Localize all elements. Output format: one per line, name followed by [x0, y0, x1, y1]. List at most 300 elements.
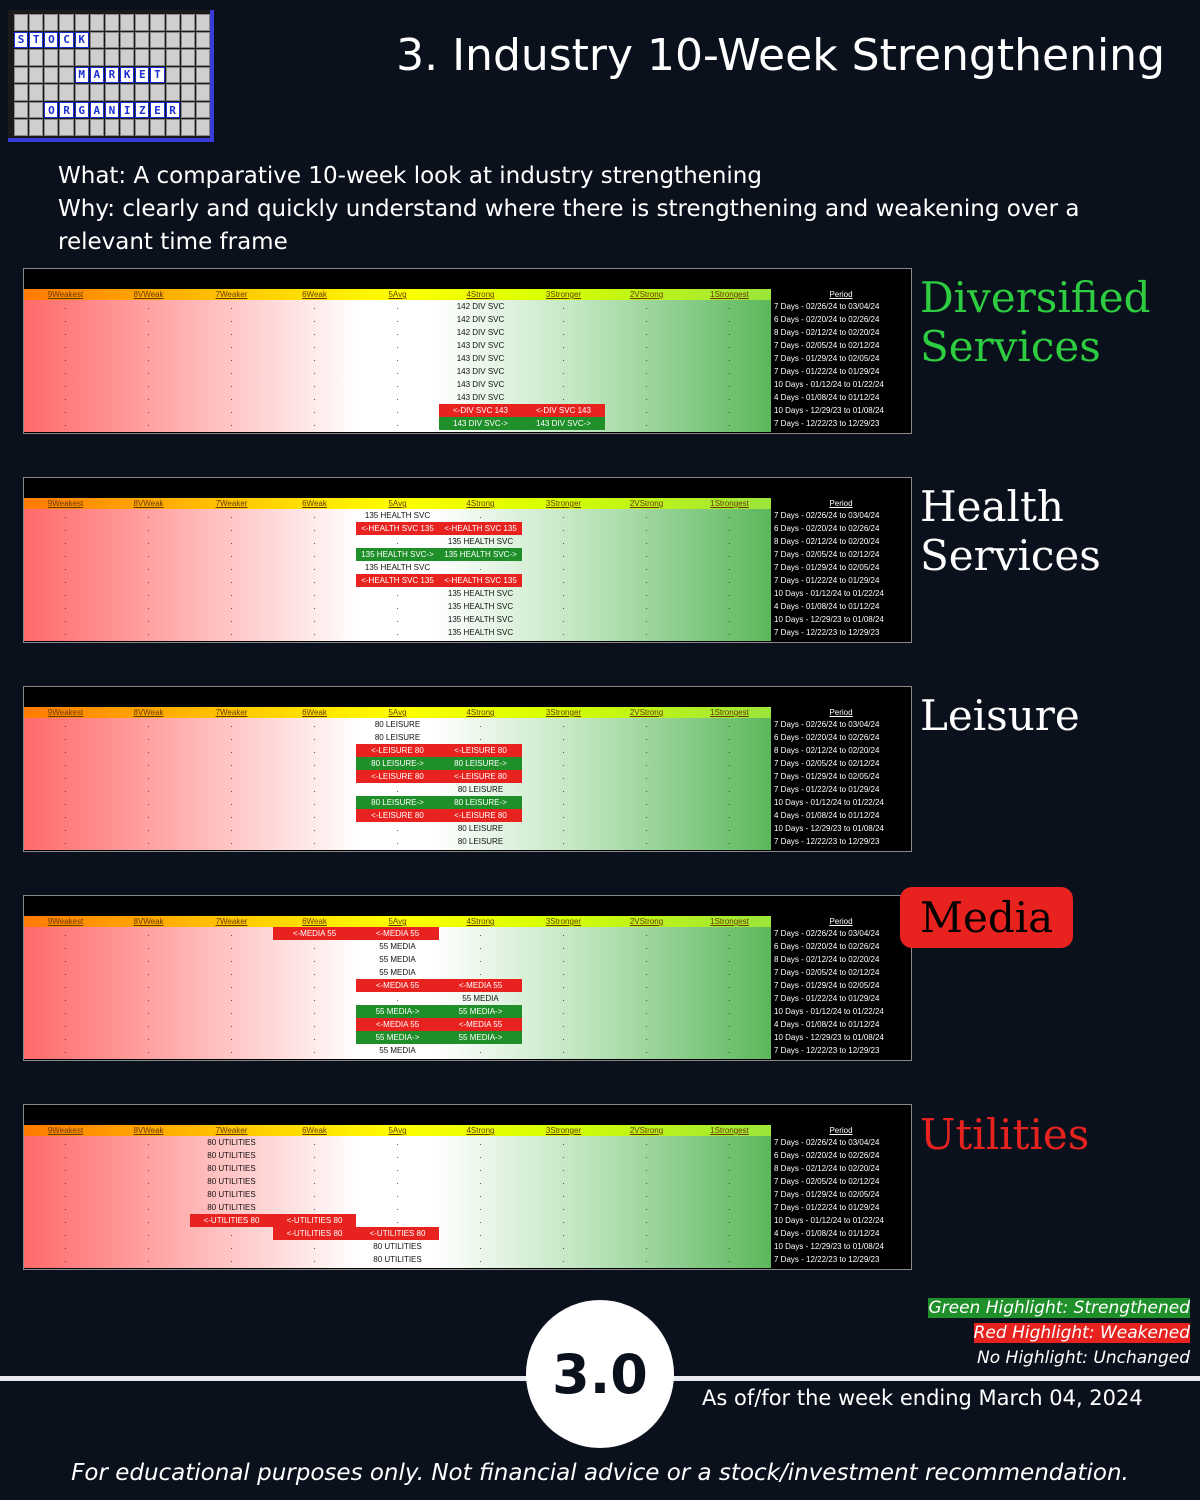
- empty-cell: .: [64, 615, 67, 624]
- empty-cell: .: [562, 602, 565, 611]
- empty-cell: .: [562, 524, 565, 533]
- empty-cell: .: [728, 811, 731, 820]
- empty-cell: .: [479, 1164, 482, 1173]
- industry-cell: <-MEDIA 55: [356, 927, 439, 940]
- empty-cell: .: [313, 406, 316, 415]
- grid-row: [24, 1136, 771, 1149]
- empty-cell: .: [313, 1242, 316, 1251]
- empty-cell: .: [64, 824, 67, 833]
- empty-cell: .: [728, 1033, 731, 1042]
- grid-row: [24, 966, 771, 979]
- empty-cell: .: [645, 746, 648, 755]
- empty-cell: .: [728, 798, 731, 807]
- empty-cell: .: [64, 1216, 67, 1225]
- grid-row: [24, 300, 771, 313]
- empty-cell: .: [147, 1164, 150, 1173]
- grid-row: [24, 927, 771, 940]
- empty-cell: .: [396, 328, 399, 337]
- empty-cell: .: [562, 393, 565, 402]
- empty-cell: .: [147, 1203, 150, 1212]
- empty-cell: .: [313, 1190, 316, 1199]
- logo-cell: [166, 49, 180, 66]
- empty-cell: .: [64, 511, 67, 520]
- grid-row: [24, 1175, 771, 1188]
- column-header: 5Avg: [388, 290, 407, 299]
- intro: [58, 160, 1158, 259]
- empty-cell: .: [479, 1151, 482, 1160]
- empty-cell: .: [230, 1255, 233, 1264]
- empty-cell: .: [728, 550, 731, 559]
- empty-cell: .: [313, 628, 316, 637]
- empty-cell: .: [313, 720, 316, 729]
- empty-cell: .: [64, 1242, 67, 1251]
- empty-cell: .: [645, 302, 648, 311]
- logo-cell: [105, 49, 119, 66]
- logo-cell: [75, 49, 89, 66]
- empty-cell: .: [64, 1007, 67, 1016]
- logo-cell: [135, 49, 149, 66]
- period-label: 7 Days - 02/26/24 to 03/04/24: [774, 1138, 880, 1147]
- empty-cell: .: [562, 837, 565, 846]
- empty-cell: .: [728, 1242, 731, 1251]
- column-header: 6Weak: [302, 290, 327, 299]
- logo-cell: [44, 67, 58, 84]
- empty-cell: .: [645, 1046, 648, 1055]
- empty-cell: .: [562, 1046, 565, 1055]
- logo-cell: [105, 32, 119, 49]
- empty-cell: .: [728, 380, 731, 389]
- empty-cell: .: [313, 837, 316, 846]
- empty-cell: .: [64, 589, 67, 598]
- empty-cell: .: [645, 1216, 648, 1225]
- logo-cell: [181, 14, 195, 31]
- empty-cell: .: [147, 733, 150, 742]
- empty-cell: .: [313, 1203, 316, 1212]
- version-badge: 3.0: [526, 1300, 674, 1448]
- empty-cell: .: [230, 824, 233, 833]
- period-label: 7 Days - 02/05/24 to 02/12/24: [774, 968, 880, 977]
- empty-cell: .: [728, 302, 731, 311]
- empty-cell: .: [728, 576, 731, 585]
- logo-cell: [196, 32, 210, 49]
- empty-cell: .: [396, 615, 399, 624]
- empty-cell: .: [562, 759, 565, 768]
- empty-cell: .: [147, 419, 150, 428]
- column-header: 1Strongest: [710, 917, 749, 926]
- empty-cell: .: [230, 524, 233, 533]
- empty-cell: .: [230, 837, 233, 846]
- industry-cell: <-HEALTH SVC 135: [439, 574, 522, 587]
- industry-label: [920, 691, 1080, 740]
- empty-cell: .: [396, 1216, 399, 1225]
- industry-cell: <-LEISURE 80: [356, 744, 439, 757]
- empty-cell: .: [562, 328, 565, 337]
- empty-cell: .: [313, 746, 316, 755]
- logo-cell: [181, 67, 195, 84]
- empty-cell: .: [64, 942, 67, 951]
- empty-cell: .: [728, 341, 731, 350]
- period-label: 7 Days - 02/05/24 to 02/12/24: [774, 550, 880, 559]
- industry-cell: 55 MEDIA: [379, 942, 416, 951]
- industry-cell: <-UTILITIES 80: [190, 1214, 273, 1227]
- grid-row: [24, 522, 771, 535]
- empty-cell: .: [645, 1177, 648, 1186]
- logo-cell: [14, 67, 28, 84]
- empty-cell: .: [313, 733, 316, 742]
- logo-cell: [44, 119, 58, 136]
- empty-cell: .: [313, 367, 316, 376]
- empty-cell: .: [64, 563, 67, 572]
- column-header: 5Avg: [388, 917, 407, 926]
- period-label: 6 Days - 02/20/24 to 02/26/24: [774, 524, 880, 533]
- empty-cell: .: [147, 576, 150, 585]
- column-header: 3Stronger: [545, 917, 582, 926]
- empty-cell: .: [645, 341, 648, 350]
- empty-cell: .: [562, 929, 565, 938]
- industry-panel: [23, 895, 912, 1061]
- column-header: 7Weaker: [215, 708, 248, 717]
- industry-cell: 143 DIV SVC->: [522, 417, 605, 430]
- empty-cell: .: [64, 1229, 67, 1238]
- empty-cell: .: [313, 981, 316, 990]
- empty-cell: .: [313, 1177, 316, 1186]
- empty-cell: .: [562, 1151, 565, 1160]
- empty-cell: .: [230, 785, 233, 794]
- period-label: 4 Days - 01/08/24 to 01/12/24: [774, 811, 880, 820]
- logo-cell: [166, 67, 180, 84]
- period-label: 6 Days - 02/20/24 to 02/26/24: [774, 733, 880, 742]
- empty-cell: .: [64, 772, 67, 781]
- empty-cell: .: [64, 354, 67, 363]
- industry-cell: 135 HEALTH SVC: [364, 511, 431, 520]
- empty-cell: .: [479, 968, 482, 977]
- empty-cell: .: [230, 733, 233, 742]
- empty-cell: .: [230, 563, 233, 572]
- industry-cell: 135 HEALTH SVC: [447, 615, 514, 624]
- empty-cell: .: [645, 1151, 648, 1160]
- empty-cell: .: [396, 1164, 399, 1173]
- empty-cell: .: [728, 524, 731, 533]
- logo-cell: [196, 49, 210, 66]
- period-label: 8 Days - 02/12/24 to 02/20/24: [774, 1164, 880, 1173]
- legend-none-text: No Highlight: Unchanged: [977, 1348, 1190, 1368]
- empty-cell: .: [147, 746, 150, 755]
- empty-cell: .: [479, 1190, 482, 1199]
- empty-cell: .: [728, 511, 731, 520]
- empty-cell: .: [728, 746, 731, 755]
- period-label: 6 Days - 02/20/24 to 02/26/24: [774, 1151, 880, 1160]
- empty-cell: .: [313, 1255, 316, 1264]
- empty-cell: .: [562, 380, 565, 389]
- column-header: 1Strongest: [710, 1126, 749, 1135]
- empty-cell: .: [645, 511, 648, 520]
- empty-cell: .: [147, 1020, 150, 1029]
- empty-cell: .: [230, 406, 233, 415]
- empty-cell: .: [479, 1046, 482, 1055]
- industry-cell: 80 LEISURE: [374, 733, 421, 742]
- empty-cell: .: [147, 524, 150, 533]
- disclaimer: For educational purposes only. Not financial advice or a stock/investment recommendation.: [71, 1460, 1129, 1486]
- empty-cell: .: [562, 824, 565, 833]
- empty-cell: .: [230, 981, 233, 990]
- empty-cell: .: [728, 354, 731, 363]
- period-label: 10 Days - 12/29/23 to 01/08/24: [774, 1242, 884, 1251]
- empty-cell: .: [64, 602, 67, 611]
- empty-cell: .: [230, 955, 233, 964]
- period-label: 7 Days - 12/22/23 to 12/29/23: [774, 628, 880, 637]
- empty-cell: .: [645, 1020, 648, 1029]
- grid-row: [24, 1201, 771, 1214]
- column-header: 4Strong: [466, 708, 495, 717]
- period-label: 7 Days - 02/26/24 to 03/04/24: [774, 511, 880, 520]
- column-header: 9Weakest: [47, 1126, 84, 1135]
- empty-cell: .: [64, 419, 67, 428]
- grid-row: [24, 600, 771, 613]
- empty-cell: .: [728, 942, 731, 951]
- empty-cell: .: [396, 1203, 399, 1212]
- industry-cell: 135 HEALTH SVC: [447, 602, 514, 611]
- empty-cell: .: [645, 968, 648, 977]
- column-header: 6Weak: [302, 499, 327, 508]
- logo-cell: [150, 119, 164, 136]
- grid-row: [24, 1214, 771, 1227]
- grid-body: [24, 509, 771, 641]
- empty-cell: .: [645, 733, 648, 742]
- empty-cell: .: [562, 811, 565, 820]
- grid-row: [24, 339, 771, 352]
- industry-cell: 143 DIV SVC: [456, 367, 505, 376]
- empty-cell: .: [645, 798, 648, 807]
- empty-cell: .: [64, 955, 67, 964]
- empty-cell: .: [230, 511, 233, 520]
- industry-cell: 142 DIV SVC: [456, 315, 505, 324]
- grid-row: [24, 574, 771, 587]
- industry-cell: 143 DIV SVC->: [439, 417, 522, 430]
- logo-cell: [90, 49, 104, 66]
- empty-cell: .: [728, 602, 731, 611]
- grid-row: [24, 587, 771, 600]
- column-header-row: [24, 498, 771, 509]
- logo-cell: [196, 67, 210, 84]
- logo-cell: [29, 119, 43, 136]
- column-header: 1Strongest: [710, 708, 749, 717]
- period-label: 7 Days - 01/22/24 to 01/29/24: [774, 785, 880, 794]
- empty-cell: .: [645, 615, 648, 624]
- logo-cell: [59, 49, 73, 66]
- column-header: 2VStrong: [629, 290, 664, 299]
- empty-cell: .: [230, 354, 233, 363]
- grid-row: [24, 1253, 771, 1266]
- empty-cell: .: [230, 615, 233, 624]
- empty-cell: .: [230, 942, 233, 951]
- grid-row: [24, 326, 771, 339]
- empty-cell: .: [64, 315, 67, 324]
- empty-cell: .: [64, 929, 67, 938]
- empty-cell: .: [728, 1177, 731, 1186]
- empty-cell: .: [147, 615, 150, 624]
- empty-cell: .: [396, 380, 399, 389]
- empty-cell: .: [562, 302, 565, 311]
- empty-cell: .: [645, 759, 648, 768]
- grid-row: [24, 718, 771, 731]
- empty-cell: .: [147, 837, 150, 846]
- empty-cell: .: [147, 1007, 150, 1016]
- industry-cell: 142 DIV SVC: [456, 302, 505, 311]
- industry-cell: <-MEDIA 55: [439, 1018, 522, 1031]
- column-header: 3Stronger: [545, 499, 582, 508]
- column-header: 7Weaker: [215, 290, 248, 299]
- period-label: 6 Days - 02/20/24 to 02/26/24: [774, 942, 880, 951]
- logo-cell: [150, 49, 164, 66]
- empty-cell: .: [147, 328, 150, 337]
- empty-cell: .: [230, 772, 233, 781]
- empty-cell: .: [64, 785, 67, 794]
- empty-cell: .: [64, 576, 67, 585]
- empty-cell: .: [562, 511, 565, 520]
- grid-row: [24, 953, 771, 966]
- empty-cell: .: [645, 589, 648, 598]
- empty-cell: .: [230, 302, 233, 311]
- period-label: 10 Days - 01/12/24 to 01/22/24: [774, 1007, 884, 1016]
- empty-cell: .: [479, 733, 482, 742]
- logo-cell: [120, 32, 134, 49]
- empty-cell: .: [147, 1046, 150, 1055]
- empty-cell: .: [479, 955, 482, 964]
- column-header: 8VWeak: [133, 290, 164, 299]
- empty-cell: .: [64, 328, 67, 337]
- logo-letter: R: [59, 102, 73, 119]
- grid-row: [24, 783, 771, 796]
- column-header: 3Stronger: [545, 708, 582, 717]
- empty-cell: .: [396, 589, 399, 598]
- empty-cell: .: [645, 1007, 648, 1016]
- logo-cell: [135, 14, 149, 31]
- logo-letter: S: [14, 32, 28, 49]
- logo-letter: E: [150, 102, 164, 119]
- logo-cell: [120, 119, 134, 136]
- legend-red-text: Red Highlight: Weakened: [973, 1323, 1190, 1343]
- industry-cell: 135 HEALTH SVC: [447, 589, 514, 598]
- empty-cell: .: [313, 380, 316, 389]
- empty-cell: .: [728, 628, 731, 637]
- empty-cell: .: [728, 720, 731, 729]
- grid-row: [24, 509, 771, 522]
- empty-cell: .: [64, 1255, 67, 1264]
- intro-what: What: A comparative 10-week look at industry strengthening: [58, 163, 762, 189]
- column-header: 7Weaker: [215, 917, 248, 926]
- empty-cell: .: [396, 602, 399, 611]
- industry-label: [900, 887, 1073, 948]
- empty-cell: .: [64, 720, 67, 729]
- grid-row: [24, 561, 771, 574]
- empty-cell: .: [562, 589, 565, 598]
- period-header: Period: [829, 290, 853, 299]
- empty-cell: .: [64, 1033, 67, 1042]
- empty-cell: .: [64, 811, 67, 820]
- empty-cell: .: [230, 419, 233, 428]
- industry-cell: 135 HEALTH SVC: [447, 537, 514, 546]
- empty-cell: .: [64, 302, 67, 311]
- grid-row: [24, 417, 771, 430]
- empty-cell: .: [64, 1151, 67, 1160]
- empty-cell: .: [147, 824, 150, 833]
- logo-letter: T: [29, 32, 43, 49]
- grid-row: [24, 613, 771, 626]
- logo-letter: Z: [135, 102, 149, 119]
- column-header: 9Weakest: [47, 917, 84, 926]
- empty-cell: .: [728, 955, 731, 964]
- empty-cell: .: [147, 589, 150, 598]
- industry-cell: 80 UTILITIES: [207, 1177, 256, 1186]
- logo-cell: [90, 119, 104, 136]
- empty-cell: .: [313, 419, 316, 428]
- empty-cell: .: [230, 1046, 233, 1055]
- grid-row: [24, 1149, 771, 1162]
- industry-label-line: Leisure: [920, 691, 1080, 740]
- empty-cell: .: [645, 315, 648, 324]
- column-header: 9Weakest: [47, 290, 84, 299]
- empty-cell: .: [728, 785, 731, 794]
- logo-letter: N: [105, 102, 119, 119]
- as-of-date: As of/for the week ending March 04, 2024: [702, 1386, 1143, 1410]
- empty-cell: .: [396, 406, 399, 415]
- empty-cell: .: [562, 1216, 565, 1225]
- empty-cell: .: [313, 798, 316, 807]
- empty-cell: .: [562, 537, 565, 546]
- period-label: 7 Days - 01/29/24 to 02/05/24: [774, 772, 880, 781]
- empty-cell: .: [479, 720, 482, 729]
- column-header: 8VWeak: [133, 917, 164, 926]
- empty-cell: .: [313, 955, 316, 964]
- empty-cell: .: [396, 1190, 399, 1199]
- period-label: 7 Days - 02/26/24 to 03/04/24: [774, 720, 880, 729]
- period-label: 10 Days - 12/29/23 to 01/08/24: [774, 615, 884, 624]
- empty-cell: .: [147, 1033, 150, 1042]
- empty-cell: .: [479, 942, 482, 951]
- legend-green-text: Green Highlight: Strengthened: [928, 1298, 1190, 1318]
- empty-cell: .: [396, 994, 399, 1003]
- empty-cell: .: [147, 354, 150, 363]
- period-label: 10 Days - 12/29/23 to 01/08/24: [774, 824, 884, 833]
- empty-cell: .: [147, 981, 150, 990]
- period-column: [772, 916, 910, 1059]
- logo-cell: [181, 102, 195, 119]
- industry-cell: 55 MEDIA->: [439, 1031, 522, 1044]
- empty-cell: .: [645, 524, 648, 533]
- logo-cell: [14, 14, 28, 31]
- empty-cell: .: [147, 1242, 150, 1251]
- grid-row: [24, 313, 771, 326]
- empty-cell: .: [147, 341, 150, 350]
- logo-cell: [14, 119, 28, 136]
- empty-cell: .: [396, 341, 399, 350]
- empty-cell: .: [396, 302, 399, 311]
- empty-cell: .: [728, 1203, 731, 1212]
- logo-cell: [135, 32, 149, 49]
- empty-cell: .: [396, 824, 399, 833]
- empty-cell: .: [645, 406, 648, 415]
- empty-cell: .: [728, 772, 731, 781]
- empty-cell: .: [147, 1255, 150, 1264]
- empty-cell: .: [645, 537, 648, 546]
- logo-cell: [196, 102, 210, 119]
- column-header-row: [24, 1125, 771, 1136]
- empty-cell: .: [479, 1138, 482, 1147]
- empty-cell: .: [728, 367, 731, 376]
- empty-cell: .: [230, 1229, 233, 1238]
- period-label: 7 Days - 01/29/24 to 02/05/24: [774, 1190, 880, 1199]
- empty-cell: .: [64, 524, 67, 533]
